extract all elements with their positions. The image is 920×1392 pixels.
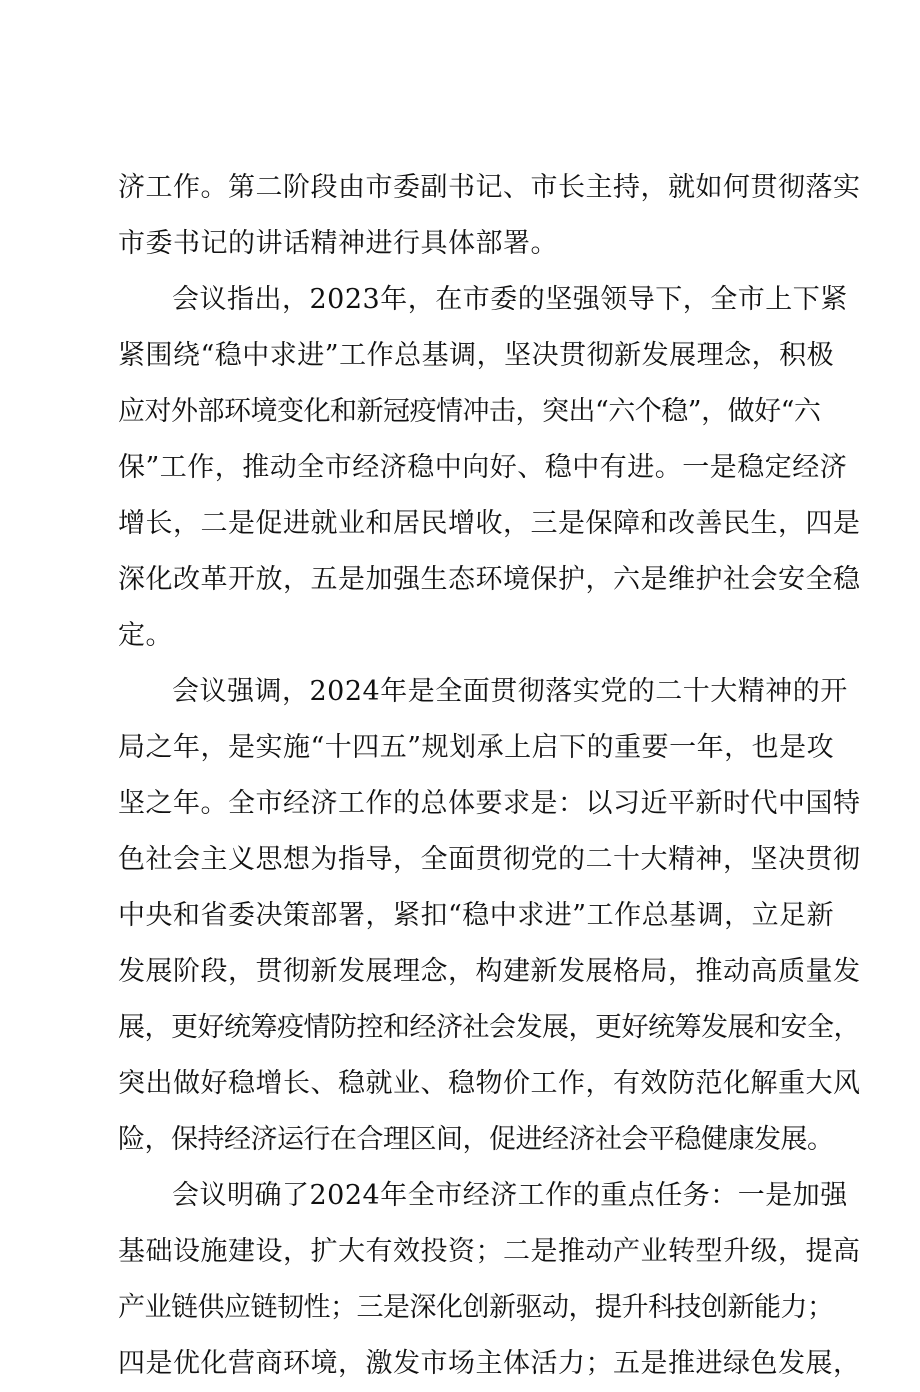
text-line: 四是优化营商环境，激发市场主体活力；五是推进绿色发展， xyxy=(118,1348,861,1379)
text-line: 基础设施建设，扩大有效投资；二是推动产业转型升级，提高 xyxy=(118,1236,861,1267)
text-line: 应对外部环境变化和新冠疫情冲击，突出“六个稳”，做好“六 xyxy=(118,396,821,427)
text-line: 增长，二是促进就业和居民增收，三是保障和改善民生，四是 xyxy=(118,508,861,539)
text-line: 突出做好稳增长、稳就业、稳物价工作，有效防范化解重大风 xyxy=(118,1068,861,1099)
paragraph-start-line: 会议强调，2024年是全面贯彻落实党的二十大精神的开 xyxy=(172,676,848,707)
text-line: 色社会主义思想为指导，全面贯彻党的二十大精神，坚决贯彻 xyxy=(118,844,861,875)
text-line: 紧围绕“稳中求进”工作总基调，坚决贯彻新发展理念，积极 xyxy=(118,340,835,371)
text-line: 济工作。第二阶段由市委副书记、市长主持，就如何贯彻落实 xyxy=(118,172,861,203)
text-line: 险，保持经济运行在合理区间，促进经济社会平稳健康发展。 xyxy=(118,1124,834,1155)
text-line: 展，更好统筹疫情防控和经济社会发展，更好统筹发展和安全， xyxy=(118,1012,860,1043)
paragraph-start-line: 会议明确了2024年全市经济工作的重点任务：一是加强 xyxy=(172,1180,848,1211)
text-line: 深化改革开放，五是加强生态环境保护，六是维护社会安全稳 xyxy=(118,564,861,595)
text-line: 发展阶段，贯彻新发展理念，构建新发展格局，推动高质量发 xyxy=(118,956,861,987)
text-line: 市委书记的讲话精神进行具体部署。 xyxy=(118,228,558,259)
text-line: 坚之年。全市经济工作的总体要求是：以习近平新时代中国特 xyxy=(118,788,861,819)
text-line: 局之年，是实施“十四五”规划承上启下的重要一年，也是攻 xyxy=(118,732,835,763)
paragraph-start-line: 会议指出，2023年，在市委的坚强领导下，全市上下紧 xyxy=(172,284,848,315)
text-line: 中央和省委决策部署，紧扣“稳中求进”工作总基调，立足新 xyxy=(118,900,835,931)
text-line: 定。 xyxy=(118,620,173,651)
text-line: 保”工作，推动全市经济稳中向好、稳中有进。一是稳定经济 xyxy=(118,452,848,483)
document-body xyxy=(118,160,861,1392)
text-line: 产业链供应链韧性；三是深化创新驱动，提升科技创新能力； xyxy=(118,1292,834,1323)
